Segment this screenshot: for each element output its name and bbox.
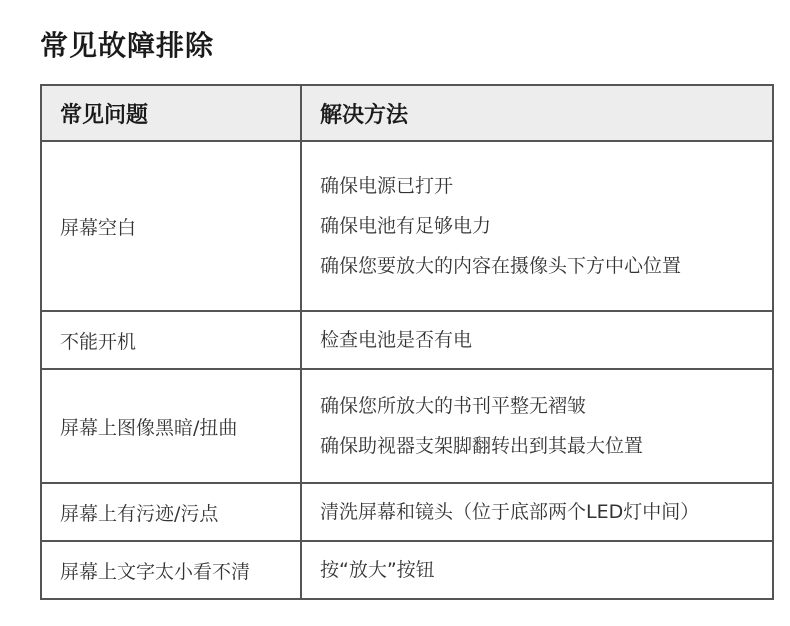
solution-cell <box>301 369 773 483</box>
header-solution: 解决方法 <box>301 85 773 141</box>
table-row <box>41 483 773 541</box>
problem-cell: 屏幕上有污迹/污点 <box>41 483 301 541</box>
solution-line: 确保电源已打开 <box>320 175 454 197</box>
problem-cell: 不能开机 <box>41 311 301 369</box>
solution-cell <box>301 541 773 599</box>
table-row <box>41 311 773 369</box>
solution-line: 确保您要放大的内容在摄像头下方中心位置 <box>320 255 682 277</box>
problem-cell: 屏幕空白 <box>41 141 301 311</box>
problem-cell: 屏幕上图像黑暗/扭曲 <box>41 369 301 483</box>
troubleshooting-table <box>40 84 774 600</box>
solution-cell <box>301 483 773 541</box>
table-header-row <box>41 85 773 141</box>
table-row <box>41 141 773 311</box>
table-row <box>41 541 773 599</box>
header-problem: 常见问题 <box>41 85 301 141</box>
solution-line: 确保您所放大的书刊平整无褶皱 <box>320 395 587 417</box>
table-row <box>41 369 773 483</box>
problem-cell: 屏幕上文字太小看不清 <box>41 541 301 599</box>
solution-cell <box>301 311 773 369</box>
solution-line: 清洗屏幕和镜头（位于底部两个LED灯中间） <box>320 501 700 523</box>
solution-line: 确保电池有足够电力 <box>320 215 492 237</box>
solution-line: 检查电池是否有电 <box>320 329 473 351</box>
solution-cell <box>301 141 773 311</box>
solution-line: 按“放大”按钮 <box>320 559 435 581</box>
page-title: 常见故障排除 <box>40 29 215 62</box>
solution-line: 确保助视器支架脚翻转出到其最大位置 <box>320 435 644 457</box>
